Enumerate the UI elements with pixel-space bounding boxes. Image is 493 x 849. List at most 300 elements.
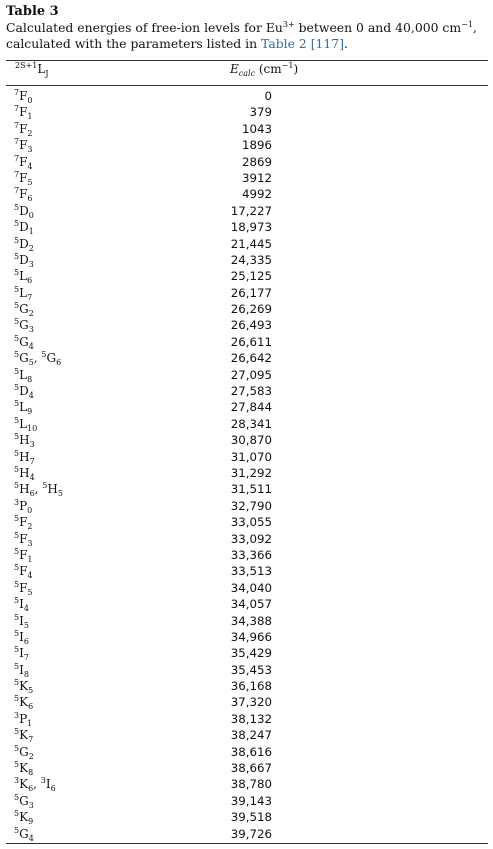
table-row xyxy=(0,252,493,268)
energy-cell: 38,616 xyxy=(230,744,272,759)
level-cell xyxy=(14,548,33,562)
level-multiplicity: 5 xyxy=(14,415,20,425)
level-cell xyxy=(14,809,34,827)
level-cell xyxy=(14,383,34,401)
table-row xyxy=(0,613,493,629)
level-term: K xyxy=(19,679,29,694)
level-multiplicity: 5 xyxy=(14,514,20,524)
table-row xyxy=(0,154,493,170)
level-term: G xyxy=(19,826,29,841)
energy-cell: 1043 xyxy=(241,121,272,136)
level-j: 1 xyxy=(28,227,34,237)
energy-cell: 38,667 xyxy=(230,761,272,776)
energy-cell: 26,493 xyxy=(230,318,272,333)
level-term: P xyxy=(19,711,28,726)
energy-cell: 33,055 xyxy=(230,515,272,530)
table-row xyxy=(0,596,493,612)
energy-cell: 38,780 xyxy=(230,777,272,792)
level-cell xyxy=(14,399,33,417)
level-j: 1 xyxy=(27,112,33,122)
level-j: 7 xyxy=(23,653,29,663)
level-multiplicity: 5 xyxy=(14,825,20,835)
table-row xyxy=(0,826,493,842)
energy-cell: 38,247 xyxy=(230,728,272,743)
level-multiplicity: 5 xyxy=(14,596,20,606)
table-row xyxy=(0,629,493,645)
energy-cell: 28,341 xyxy=(230,416,272,431)
level-j: 0 xyxy=(27,505,33,515)
level-term: I xyxy=(45,777,51,792)
level-j: 9 xyxy=(27,407,33,417)
energy-cell: 36,168 xyxy=(230,679,272,694)
table-row xyxy=(0,793,493,809)
table-row xyxy=(0,416,493,432)
level-multiplicity: 5 xyxy=(14,268,20,278)
level-multiplicity: 7 xyxy=(14,104,20,114)
level-cell xyxy=(14,745,34,759)
energy-cell: 32,790 xyxy=(230,498,272,513)
level-term: D xyxy=(19,252,29,267)
table-row xyxy=(0,727,493,743)
table-row xyxy=(0,776,493,792)
level-multiplicity: 5 xyxy=(14,694,20,704)
level-multiplicity: 5 xyxy=(14,399,20,409)
table-row xyxy=(0,580,493,596)
header-j: J xyxy=(45,69,49,78)
level-term: G xyxy=(46,351,57,366)
header-multiplicity: 2S+1 xyxy=(15,61,38,70)
level-j: 2 xyxy=(28,309,34,319)
header-energy-sub: calc xyxy=(238,69,256,78)
level-term: H xyxy=(19,433,30,448)
level-term: G xyxy=(19,744,29,759)
level-multiplicity: 5 xyxy=(14,333,20,343)
level-j: 8 xyxy=(28,768,34,778)
level-multiplicity: 7 xyxy=(14,153,20,163)
level-term: G xyxy=(19,351,29,366)
table-row xyxy=(0,694,493,710)
energy-cell: 33,366 xyxy=(230,547,272,562)
table-row xyxy=(0,744,493,760)
caption-text: between 0 and 40,000 cm xyxy=(294,20,462,35)
energy-cell: 17,227 xyxy=(230,203,272,218)
energy-cell: 21,445 xyxy=(230,236,272,251)
level-term: F xyxy=(19,580,28,595)
level-cell xyxy=(14,286,32,300)
energy-cell: 38,132 xyxy=(230,711,272,726)
level-term: I xyxy=(19,646,24,661)
energy-cell: 31,070 xyxy=(230,449,272,464)
level-j: 4 xyxy=(28,391,34,401)
level-term: P xyxy=(19,498,28,513)
level-j: 4 xyxy=(28,833,34,843)
level-multiplicity: 3 xyxy=(14,497,20,507)
energy-cell: 39,518 xyxy=(230,810,272,825)
table-title: Table 3 xyxy=(6,4,59,19)
table-row xyxy=(0,137,493,153)
level-multiplicity: 5 xyxy=(14,383,20,393)
level-multiplicity: 5 xyxy=(14,645,20,655)
level-term: G xyxy=(19,318,29,333)
level-cell xyxy=(14,532,33,546)
level-multiplicity: 5 xyxy=(14,481,20,491)
level-multiplicity: 3 xyxy=(14,776,20,786)
level-multiplicity: 5 xyxy=(14,301,20,311)
level-term: K xyxy=(19,761,29,776)
table-row xyxy=(0,449,493,465)
table-row xyxy=(0,350,493,366)
level-multiplicity: 5 xyxy=(14,760,20,770)
level-j: 2 xyxy=(27,522,33,532)
level-multiplicity: 7 xyxy=(14,186,20,196)
caption-text: Calculated energies of free-ion levels for Eu xyxy=(6,20,283,35)
header-unit-exp: −1 xyxy=(281,61,294,70)
energy-cell: 18,973 xyxy=(230,220,272,235)
level-separator: , xyxy=(33,777,41,792)
level-multiplicity: 7 xyxy=(14,88,20,97)
level-j: 6 xyxy=(23,636,29,646)
top-rule xyxy=(6,60,488,61)
table-row xyxy=(0,465,493,481)
level-multiplicity: 5 xyxy=(14,792,20,802)
table-row xyxy=(0,498,493,514)
energy-cell: 34,040 xyxy=(230,580,272,595)
level-cell xyxy=(14,350,62,368)
level-j: 6 xyxy=(27,276,33,286)
level-j: 8 xyxy=(23,669,29,679)
level-multiplicity: 5 xyxy=(14,612,20,622)
energy-cell: 4992 xyxy=(241,187,272,202)
level-j: 2 xyxy=(27,128,33,138)
level-multiplicity: 5 xyxy=(14,432,20,442)
table-row xyxy=(0,88,493,104)
level-term: D xyxy=(19,236,29,251)
level-term: L xyxy=(19,269,28,284)
level-j: 9 xyxy=(28,817,34,827)
table-row xyxy=(0,121,493,137)
level-j: 3 xyxy=(29,440,35,450)
header-energy-symbol: E xyxy=(230,62,239,76)
table-row xyxy=(0,432,493,448)
level-term: K xyxy=(19,810,29,825)
energy-cell: 0 xyxy=(264,89,272,103)
level-j: 7 xyxy=(29,456,35,466)
level-multiplicity: 7 xyxy=(14,137,20,147)
energy-cell: 24,335 xyxy=(230,252,272,267)
header-unit-close: ) xyxy=(293,62,299,76)
energy-cell: 39,726 xyxy=(230,826,272,841)
level-j: 4 xyxy=(27,571,33,581)
energy-cell: 26,642 xyxy=(230,351,272,366)
table-row xyxy=(0,285,493,301)
level-multiplicity: 3 xyxy=(40,776,46,786)
level-j: 5 xyxy=(28,358,34,368)
energy-cell: 33,092 xyxy=(230,531,272,546)
caption-end: . xyxy=(344,36,348,51)
energy-cell: 30,870 xyxy=(230,433,272,448)
level-cell xyxy=(14,760,34,778)
level-multiplicity: 5 xyxy=(14,546,20,556)
level-j: 1 xyxy=(27,718,33,728)
level-j: 10 xyxy=(27,423,38,433)
level-j: 2 xyxy=(28,751,34,761)
level-cell xyxy=(14,317,34,335)
level-cell xyxy=(14,204,34,218)
level-multiplicity: 5 xyxy=(14,530,20,540)
level-j: 3 xyxy=(28,325,34,335)
level-multiplicity: 5 xyxy=(14,628,20,638)
level-term: F xyxy=(19,515,28,530)
energy-cell: 26,177 xyxy=(230,285,272,300)
level-separator: , xyxy=(33,351,42,366)
table-row xyxy=(0,317,493,333)
table-row xyxy=(0,678,493,694)
level-cell xyxy=(14,432,35,450)
energy-cell: 27,844 xyxy=(230,400,272,415)
level-cell xyxy=(14,645,29,663)
table-row xyxy=(0,268,493,284)
table-row xyxy=(0,367,493,383)
level-cell xyxy=(14,563,33,581)
level-multiplicity: 5 xyxy=(14,743,20,753)
energy-cell: 25,125 xyxy=(230,269,272,284)
table-row xyxy=(0,481,493,497)
column-header-level xyxy=(15,62,49,76)
energy-cell: 34,388 xyxy=(230,613,272,628)
level-multiplicity: 5 xyxy=(14,661,20,671)
level-term: L xyxy=(19,367,28,382)
level-term: I xyxy=(19,597,24,612)
level-term: D xyxy=(19,203,29,218)
energy-cell: 3912 xyxy=(241,170,272,185)
table-row xyxy=(0,662,493,678)
level-term: H xyxy=(47,482,58,497)
level-term: F xyxy=(19,154,28,169)
table-2-reference-link[interactable]: Table 2 [117] xyxy=(261,36,345,51)
level-multiplicity: 5 xyxy=(14,579,20,589)
column-header-energy xyxy=(230,62,298,76)
ion-charge: 3+ xyxy=(282,20,295,29)
energy-cell: 1896 xyxy=(241,138,272,153)
energy-cell: 35,429 xyxy=(230,646,272,661)
table-row xyxy=(0,203,493,219)
level-term: D xyxy=(19,384,29,399)
energy-cell: 34,057 xyxy=(230,597,272,612)
level-j: 6 xyxy=(29,489,35,499)
level-j: 0 xyxy=(27,96,33,105)
level-term: L xyxy=(19,400,28,415)
level-multiplicity: 5 xyxy=(14,464,20,474)
level-multiplicity: 5 xyxy=(41,350,47,360)
unit-exponent: −1 xyxy=(461,20,473,29)
level-term: F xyxy=(19,564,28,579)
level-term: K xyxy=(19,728,29,743)
table-row xyxy=(0,170,493,186)
level-cell xyxy=(14,794,34,808)
energy-cell: 31,292 xyxy=(230,465,272,480)
level-cell xyxy=(14,301,34,319)
level-cell xyxy=(14,596,29,614)
level-cell xyxy=(14,237,34,251)
level-cell xyxy=(14,368,32,382)
energy-cell: 37,320 xyxy=(230,695,272,710)
level-term: K xyxy=(19,695,29,710)
table-row xyxy=(0,236,493,252)
energy-cell: 27,583 xyxy=(230,384,272,399)
level-term: H xyxy=(19,482,30,497)
level-j: 4 xyxy=(27,161,33,171)
table-row xyxy=(0,809,493,825)
level-multiplicity: 5 xyxy=(14,235,20,245)
level-term: G xyxy=(19,793,29,808)
level-j: 5 xyxy=(57,489,63,499)
level-term: L xyxy=(19,285,28,300)
level-cell xyxy=(14,253,34,267)
table-row xyxy=(0,760,493,776)
level-j: 0 xyxy=(28,210,34,220)
level-term: F xyxy=(19,170,28,185)
level-term: I xyxy=(19,662,24,677)
level-j: 3 xyxy=(28,259,34,269)
level-cell xyxy=(14,499,32,513)
level-j: 6 xyxy=(28,784,34,794)
level-j: 3 xyxy=(27,538,33,548)
level-multiplicity: 5 xyxy=(14,284,20,294)
level-multiplicity: 5 xyxy=(14,727,20,737)
level-cell xyxy=(14,137,33,155)
table-row xyxy=(0,334,493,350)
table-row xyxy=(0,531,493,547)
level-term: F xyxy=(19,547,28,562)
level-cell xyxy=(14,466,35,480)
level-multiplicity: 5 xyxy=(14,448,20,458)
level-term: F xyxy=(19,187,28,202)
level-j: 6 xyxy=(28,702,34,712)
table-caption xyxy=(6,20,490,52)
level-term: I xyxy=(19,629,24,644)
level-cell xyxy=(14,481,63,499)
level-cell xyxy=(14,678,34,696)
level-cell xyxy=(14,122,33,136)
level-cell xyxy=(14,694,34,712)
level-cell xyxy=(14,663,29,677)
level-term: F xyxy=(19,531,28,546)
level-j: 4 xyxy=(29,472,35,482)
level-j: 4 xyxy=(28,341,34,351)
energy-cell: 26,269 xyxy=(230,302,272,317)
table-row xyxy=(0,711,493,727)
level-multiplicity: 5 xyxy=(14,563,20,573)
level-multiplicity: 5 xyxy=(14,317,20,327)
level-cell xyxy=(14,335,34,349)
level-cell xyxy=(14,776,56,794)
level-j: 6 xyxy=(27,194,33,204)
level-j: 6 xyxy=(56,358,62,368)
table-row xyxy=(0,547,493,563)
level-term: K xyxy=(19,777,29,792)
level-j: 5 xyxy=(23,620,29,630)
energy-cell: 2869 xyxy=(241,154,272,169)
level-multiplicity: 5 xyxy=(14,251,20,261)
table-row xyxy=(0,104,493,120)
caption-text: , calculated with the parameters listed in xyxy=(6,20,477,51)
level-j: 5 xyxy=(27,177,33,187)
level-cell xyxy=(14,104,33,122)
level-cell xyxy=(14,155,33,169)
energy-cell: 35,453 xyxy=(230,662,272,677)
level-j: 1 xyxy=(27,554,33,564)
table-row xyxy=(0,383,493,399)
level-cell xyxy=(14,727,34,745)
level-term: H xyxy=(19,449,30,464)
level-multiplicity: 7 xyxy=(14,169,20,179)
level-j: 2 xyxy=(28,243,34,253)
level-cell xyxy=(14,186,33,204)
bottom-rule xyxy=(6,843,488,844)
level-multiplicity: 5 xyxy=(42,481,48,491)
table-row xyxy=(0,219,493,235)
level-cell xyxy=(14,450,35,464)
energy-cell: 33,513 xyxy=(230,564,272,579)
level-cell xyxy=(14,219,34,237)
level-multiplicity: 3 xyxy=(14,710,20,720)
table-row xyxy=(0,186,493,202)
table-body xyxy=(0,88,493,842)
level-term: G xyxy=(19,334,29,349)
level-cell xyxy=(14,417,37,431)
header-rule xyxy=(6,85,488,86)
level-j: 6 xyxy=(50,784,56,794)
level-term: F xyxy=(19,138,28,153)
table-row xyxy=(0,514,493,530)
level-multiplicity: 5 xyxy=(14,366,20,376)
level-term: D xyxy=(19,220,29,235)
level-cell xyxy=(14,89,33,103)
level-j: 3 xyxy=(28,800,34,810)
level-term: H xyxy=(19,465,30,480)
header-term: L xyxy=(37,62,46,76)
level-multiplicity: 5 xyxy=(14,678,20,688)
level-term: L xyxy=(19,416,28,431)
level-term: G xyxy=(19,302,29,317)
level-cell xyxy=(14,827,34,841)
level-j: 5 xyxy=(27,587,33,597)
energy-cell: 27,095 xyxy=(230,367,272,382)
level-multiplicity: 7 xyxy=(14,120,20,130)
level-cell xyxy=(14,514,33,532)
energy-cell: 39,143 xyxy=(230,793,272,808)
table-row xyxy=(0,563,493,579)
level-multiplicity: 5 xyxy=(14,350,20,360)
level-multiplicity: 5 xyxy=(14,202,20,212)
table-row xyxy=(0,645,493,661)
level-term: F xyxy=(19,89,28,103)
level-j: 4 xyxy=(23,604,29,614)
level-j: 7 xyxy=(28,735,34,745)
level-term: I xyxy=(19,613,24,628)
level-cell xyxy=(14,268,33,286)
energy-cell: 31,511 xyxy=(230,482,272,497)
level-term: F xyxy=(19,105,28,120)
table-row xyxy=(0,301,493,317)
level-multiplicity: 5 xyxy=(14,809,20,819)
level-term: F xyxy=(19,121,28,136)
energy-cell: 379 xyxy=(249,105,272,120)
level-cell xyxy=(14,581,33,595)
level-separator: , xyxy=(34,482,43,497)
level-j: 8 xyxy=(27,374,33,384)
level-cell xyxy=(14,630,29,644)
